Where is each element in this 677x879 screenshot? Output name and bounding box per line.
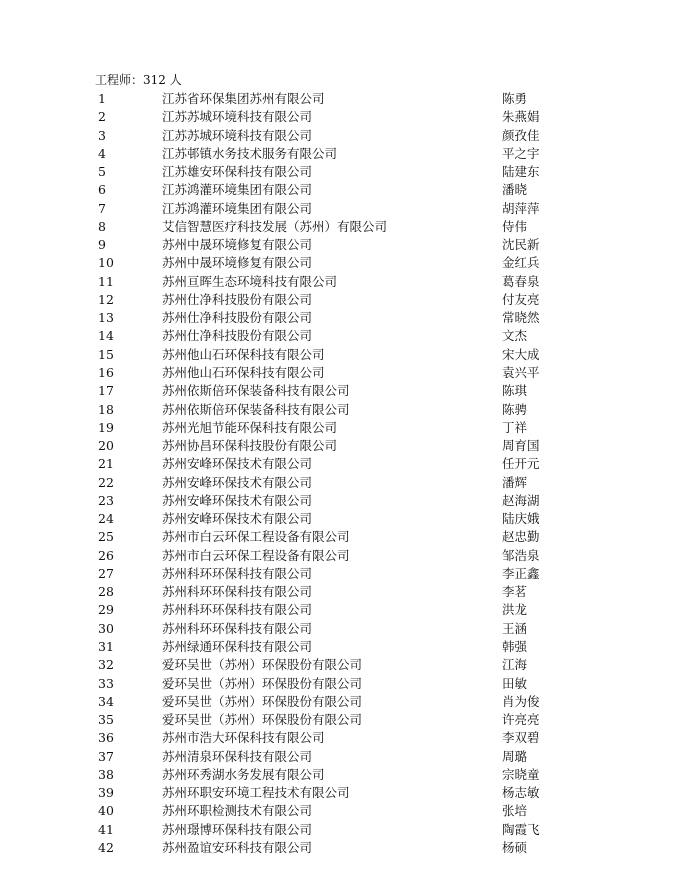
row-number: 6 bbox=[98, 182, 106, 198]
company-name: 江苏省环保集团苏州有限公司 bbox=[162, 91, 325, 106]
row-number: 36 bbox=[98, 730, 114, 746]
company-name: 苏州绿通环保科技有限公司 bbox=[162, 638, 313, 654]
list-item bbox=[0, 711, 677, 729]
engineer-name: 潘辉 bbox=[502, 474, 528, 490]
company-name: 苏州他山石环保科技有限公司 bbox=[162, 346, 325, 362]
company-name: 苏州中晟环境修复有限公司 bbox=[162, 237, 313, 253]
company-name: 苏州仕净科技股份有限公司 bbox=[162, 291, 313, 307]
engineer-name: 肖为俊 bbox=[502, 693, 540, 709]
list-item bbox=[0, 802, 677, 820]
row-number: 5 bbox=[98, 164, 106, 180]
list-item bbox=[0, 583, 677, 601]
list-item bbox=[0, 839, 677, 857]
company-name: 苏州科环环保科技有限公司 bbox=[162, 602, 313, 618]
list-item bbox=[0, 218, 677, 236]
company-name: 苏州亘晖生态环境科技有限公司 bbox=[162, 273, 338, 289]
row-number: 27 bbox=[98, 565, 114, 581]
row-number: 17 bbox=[98, 383, 114, 399]
list-item bbox=[0, 382, 677, 400]
engineer-name: 袁兴平 bbox=[502, 364, 540, 380]
engineer-name: 许亮亮 bbox=[502, 712, 540, 728]
company-name: 苏州他山石环保科技有限公司 bbox=[162, 364, 325, 380]
engineer-name: 常晓然 bbox=[502, 310, 540, 326]
row-number: 3 bbox=[98, 127, 106, 143]
engineer-name: 陈勇 bbox=[502, 91, 528, 106]
engineer-name: 杨志敏 bbox=[502, 785, 540, 801]
row-number: 11 bbox=[98, 273, 114, 289]
list-item bbox=[0, 401, 677, 419]
list-item bbox=[0, 236, 677, 254]
list-item bbox=[0, 474, 677, 492]
row-number: 32 bbox=[98, 657, 114, 673]
engineer-name: 田敏 bbox=[502, 675, 528, 691]
engineer-name: 陶霞飞 bbox=[502, 821, 540, 837]
engineer-name: 洪龙 bbox=[502, 602, 528, 618]
engineer-name: 江海 bbox=[502, 657, 528, 673]
company-name: 苏州依斯倍环保装备科技有限公司 bbox=[162, 383, 350, 399]
list-item bbox=[0, 108, 677, 126]
row-number: 16 bbox=[98, 364, 114, 380]
row-number: 2 bbox=[98, 109, 106, 125]
list-item bbox=[0, 145, 677, 163]
engineer-name: 付友亮 bbox=[502, 291, 540, 307]
company-name: 苏州环秀湖水务发展有限公司 bbox=[162, 766, 325, 782]
list-item bbox=[0, 346, 677, 364]
engineer-name: 宋大成 bbox=[502, 346, 540, 362]
row-number: 19 bbox=[98, 419, 114, 435]
row-number: 35 bbox=[98, 712, 114, 728]
engineer-name: 李双碧 bbox=[502, 730, 540, 746]
list-item bbox=[0, 90, 677, 108]
row-number: 12 bbox=[98, 291, 114, 307]
company-name: 苏州盈谊安环科技有限公司 bbox=[162, 839, 313, 855]
row-number: 21 bbox=[98, 456, 114, 472]
list-item bbox=[0, 254, 677, 272]
list-item bbox=[0, 181, 677, 199]
company-name: 苏州市白云环保工程设备有限公司 bbox=[162, 547, 350, 563]
row-number: 14 bbox=[98, 328, 114, 344]
list-item bbox=[0, 127, 677, 145]
engineer-name: 陈琪 bbox=[502, 383, 528, 399]
row-number: 10 bbox=[98, 255, 114, 271]
row-number: 31 bbox=[98, 638, 114, 654]
company-name: 苏州仕净科技股份有限公司 bbox=[162, 328, 313, 344]
row-number: 37 bbox=[98, 748, 114, 764]
engineer-name: 王涵 bbox=[502, 620, 528, 636]
engineer-list bbox=[0, 90, 677, 857]
list-item bbox=[0, 528, 677, 546]
row-number: 28 bbox=[98, 584, 114, 600]
engineer-name: 沈民新 bbox=[502, 237, 540, 253]
company-name: 苏州科环环保科技有限公司 bbox=[162, 620, 313, 636]
company-name: 爱环吴世（苏州）环保股份有限公司 bbox=[162, 693, 363, 709]
row-number: 39 bbox=[98, 785, 114, 801]
row-number: 33 bbox=[98, 675, 114, 691]
row-number: 23 bbox=[98, 492, 114, 508]
list-item bbox=[0, 620, 677, 638]
company-name: 苏州环职检测技术有限公司 bbox=[162, 803, 313, 819]
company-name: 苏州科环环保科技有限公司 bbox=[162, 565, 313, 581]
company-name: 苏州仕净科技股份有限公司 bbox=[162, 310, 313, 326]
engineer-name: 金红兵 bbox=[502, 255, 540, 271]
company-name: 江苏苏城环境科技有限公司 bbox=[162, 109, 313, 125]
company-name: 苏州安峰环保技术有限公司 bbox=[162, 474, 313, 490]
list-item bbox=[0, 455, 677, 473]
row-number: 26 bbox=[98, 547, 114, 563]
company-name: 苏州清泉环保科技有限公司 bbox=[162, 748, 313, 764]
company-name: 艾信智慧医疗科技发展（苏州）有限公司 bbox=[162, 218, 388, 234]
engineer-name: 赵海湖 bbox=[502, 492, 540, 508]
row-number: 4 bbox=[98, 145, 106, 161]
list-item bbox=[0, 163, 677, 181]
company-name: 苏州市白云环保工程设备有限公司 bbox=[162, 529, 350, 545]
row-number: 22 bbox=[98, 474, 114, 490]
list-item bbox=[0, 309, 677, 327]
engineer-name: 杨硕 bbox=[502, 839, 528, 855]
row-number: 13 bbox=[98, 310, 114, 326]
list-item bbox=[0, 638, 677, 656]
row-number: 15 bbox=[98, 346, 114, 362]
row-number: 25 bbox=[98, 529, 114, 545]
company-name: 爱环吴世（苏州）环保股份有限公司 bbox=[162, 712, 363, 728]
list-item bbox=[0, 748, 677, 766]
company-name: 苏州中晟环境修复有限公司 bbox=[162, 255, 313, 271]
company-name: 江苏苏城环境科技有限公司 bbox=[162, 127, 313, 143]
company-name: 苏州依斯倍环保装备科技有限公司 bbox=[162, 401, 350, 417]
engineer-name: 韩强 bbox=[502, 638, 528, 654]
engineer-name: 李茗 bbox=[502, 584, 528, 600]
list-item bbox=[0, 784, 677, 802]
engineer-name: 陆建东 bbox=[502, 164, 540, 180]
engineer-name: 胡萍萍 bbox=[502, 200, 540, 216]
row-number: 34 bbox=[98, 693, 114, 709]
engineer-name: 侍伟 bbox=[502, 218, 528, 234]
engineer-count-heading: 工程师：312 人 bbox=[95, 73, 182, 87]
engineer-name: 丁祥 bbox=[502, 419, 528, 435]
list-item bbox=[0, 547, 677, 565]
row-number: 42 bbox=[98, 839, 114, 855]
row-number: 9 bbox=[98, 237, 106, 253]
engineer-name: 文杰 bbox=[502, 328, 528, 344]
list-item bbox=[0, 675, 677, 693]
list-item bbox=[0, 821, 677, 839]
company-name: 苏州光旭节能环保科技有限公司 bbox=[162, 419, 338, 435]
company-name: 苏州市浩大环保科技有限公司 bbox=[162, 730, 325, 746]
engineer-name: 朱燕娟 bbox=[502, 109, 540, 125]
company-name: 爱环吴世（苏州）环保股份有限公司 bbox=[162, 657, 363, 673]
list-item bbox=[0, 437, 677, 455]
row-number: 30 bbox=[98, 620, 114, 636]
list-item bbox=[0, 492, 677, 510]
row-number: 29 bbox=[98, 602, 114, 618]
engineer-name: 张培 bbox=[502, 803, 528, 819]
list-item bbox=[0, 327, 677, 345]
company-name: 苏州安峰环保技术有限公司 bbox=[162, 492, 313, 508]
list-item bbox=[0, 200, 677, 218]
company-name: 苏州科环环保科技有限公司 bbox=[162, 584, 313, 600]
engineer-name: 周璐 bbox=[502, 748, 528, 764]
list-item bbox=[0, 273, 677, 291]
engineer-name: 陆庆娥 bbox=[502, 511, 540, 527]
row-number: 7 bbox=[98, 200, 106, 216]
row-number: 18 bbox=[98, 401, 114, 417]
row-number: 1 bbox=[98, 91, 106, 106]
company-name: 苏州璟博环保科技有限公司 bbox=[162, 821, 313, 837]
engineer-name: 陈骋 bbox=[502, 401, 528, 417]
engineer-name: 赵忠勤 bbox=[502, 529, 540, 545]
list-item bbox=[0, 364, 677, 382]
list-item bbox=[0, 510, 677, 528]
list-item bbox=[0, 766, 677, 784]
engineer-name: 任开元 bbox=[502, 456, 540, 472]
list-item bbox=[0, 693, 677, 711]
company-name: 爱环吴世（苏州）环保股份有限公司 bbox=[162, 675, 363, 691]
row-number: 41 bbox=[98, 821, 114, 837]
engineer-name: 葛春泉 bbox=[502, 273, 540, 289]
company-name: 江苏邨镇水务技术服务有限公司 bbox=[162, 145, 338, 161]
engineer-name: 李正鑫 bbox=[502, 565, 540, 581]
company-name: 苏州协昌环保科技股份有限公司 bbox=[162, 438, 338, 454]
row-number: 20 bbox=[98, 438, 114, 454]
row-number: 38 bbox=[98, 766, 114, 782]
company-name: 苏州环职安环境工程技术有限公司 bbox=[162, 785, 350, 801]
company-name: 江苏鸿灌环境集团有限公司 bbox=[162, 182, 313, 198]
engineer-name: 平之宇 bbox=[502, 145, 540, 161]
engineer-name: 宗晓童 bbox=[502, 766, 540, 782]
row-number: 24 bbox=[98, 511, 114, 527]
engineer-name: 颜孜佳 bbox=[502, 127, 540, 143]
list-item bbox=[0, 601, 677, 619]
list-item bbox=[0, 291, 677, 309]
engineer-name: 邹浩泉 bbox=[502, 547, 540, 563]
company-name: 苏州安峰环保技术有限公司 bbox=[162, 511, 313, 527]
company-name: 江苏鸿灌环境集团有限公司 bbox=[162, 200, 313, 216]
list-item bbox=[0, 729, 677, 747]
company-name: 苏州安峰环保技术有限公司 bbox=[162, 456, 313, 472]
list-item bbox=[0, 419, 677, 437]
row-number: 40 bbox=[98, 803, 114, 819]
list-item bbox=[0, 565, 677, 583]
row-number: 8 bbox=[98, 218, 106, 234]
engineer-name: 周育国 bbox=[502, 438, 540, 454]
engineer-name: 潘晓 bbox=[502, 182, 528, 198]
company-name: 江苏雄安环保科技有限公司 bbox=[162, 164, 313, 180]
list-item bbox=[0, 656, 677, 674]
